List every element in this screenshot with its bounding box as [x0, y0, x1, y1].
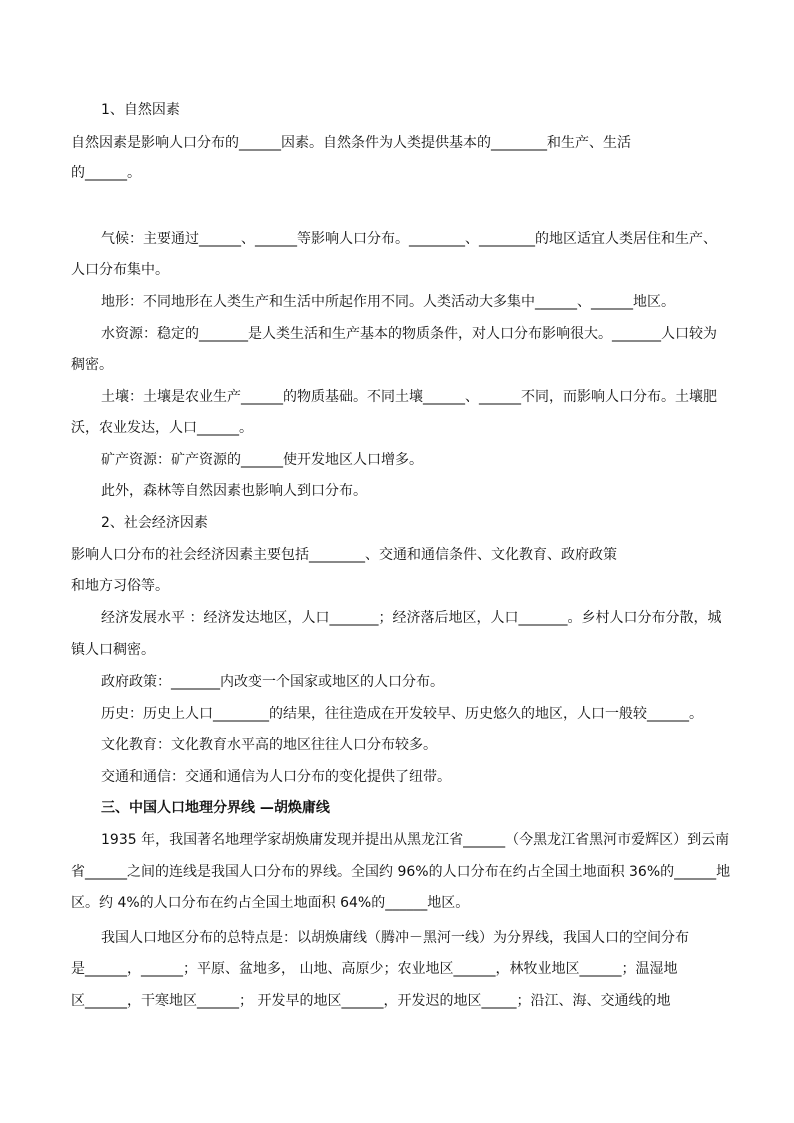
paragraph-line: 区。约 4%的人口分布在约占全国土地面积 64%的______地区。	[71, 895, 470, 911]
paragraph-line: 自然因素是影响人口分布的______因素。自然条件为人类提供基本的________和生产、生活	[71, 135, 631, 151]
paragraph-line: 省______之间的连线是我国人口分布的界线。全国约 96%的人口分布在约占全国土地面积 36%的______地	[71, 864, 731, 880]
paragraph-line-soil: 土壤：土壤是农业生产______的物质基础。不同土壤______、______不同，而影响人口分布。土壤肥	[101, 389, 717, 405]
paragraph-line: 是______，______；平原、盆地多， 山地、高原少；农业地区______，林牧业地区______；温湿地	[71, 961, 678, 977]
paragraph-line-hu-line-intro: 1935 年，我国著名地理学家胡焕庸发现并提出从黑龙江省______（今黑龙江省黑河市爱辉区）到云南	[101, 832, 730, 848]
section-heading-socioeconomic-factors: 2、社会经济因素	[101, 515, 208, 531]
paragraph-line-terrain: 地形：不同地形在人类生产和生活中所起作用不同。人类活动大多集中______、______地区。	[101, 294, 675, 310]
paragraph-line-education: 文化教育：文化教育水平高的地区往往人口分布较多。	[101, 737, 437, 753]
paragraph-line: 和地方习俗等。	[71, 578, 169, 594]
paragraph-line-forest: 此外，森林等自然因素也影响人到口分布。	[101, 483, 367, 499]
paragraph-line-transport: 交通和通信：交通和通信为人口分布的变化提供了纽带。	[101, 769, 451, 785]
paragraph-line-climate: 气候：主要通过______、______等影响人口分布。________、________的地区适宜人类居住和生产、	[101, 231, 717, 247]
paragraph-line-economy: 经济发展水平 ：经济发达地区，人口_______；经济落后地区，人口_______。乡村人口分布分散，城	[101, 610, 722, 626]
paragraph-line-water: 水资源：稳定的_______是人类生活和生产基本的物质条件，对人口分布影响很大。_______人口较为	[101, 326, 717, 342]
paragraph-line: 稠密。	[71, 357, 113, 373]
paragraph-line-history: 历史：历史上人口________的结果，往往造成在开发较早、历史悠久的地区，人口一般较______。	[101, 706, 703, 722]
paragraph-line-mineral: 矿产资源：矿产资源的______使开发地区人口增多。	[101, 452, 423, 468]
section-heading-natural-factors: 1、自然因素	[101, 102, 180, 118]
paragraph-line: 人口分布集中。	[71, 262, 169, 278]
paragraph-line-policy: 政府政策：_______内改变一个国家或地区的人口分布。	[101, 674, 444, 690]
paragraph-line: 镇人口稠密。	[71, 642, 155, 658]
paragraph-line-distribution-summary: 我国人口地区分布的总特点是：以胡焕庸线（腾冲－黑河一线）为分界线，我国人口的空间分布	[101, 930, 689, 946]
paragraph-line: 区______，干寒地区______； 开发早的地区______，开发迟的地区_____；沿江、海、交通线的地	[71, 993, 671, 1009]
paragraph-line: 沃，农业发达，人口______。	[71, 420, 253, 436]
paragraph-line: 的______。	[71, 165, 141, 181]
paragraph-line: 影响人口分布的社会经济因素主要包括________、交通和通信条件、文化教育、政府政策	[71, 547, 617, 563]
section-heading-hu-line: 三、中国人口地理分界线 —胡焕庸线	[101, 800, 330, 816]
